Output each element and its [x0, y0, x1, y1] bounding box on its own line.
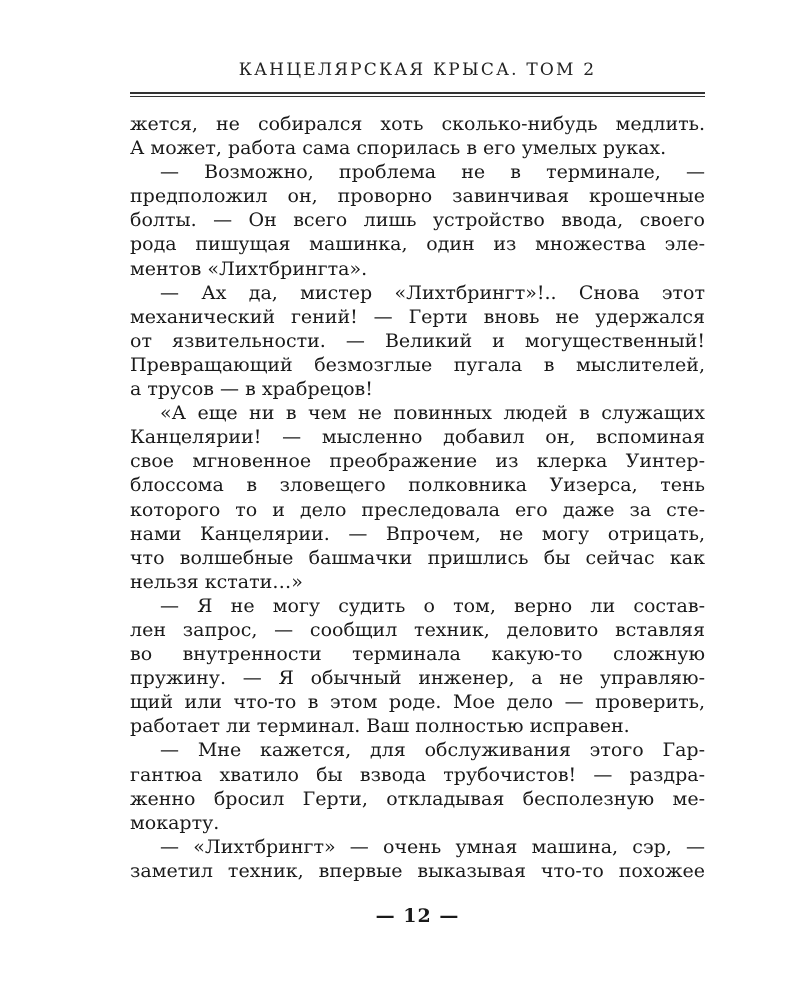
- text-line: болты. — Он всего лишь устройство ввода, своего: [130, 209, 705, 232]
- text-line: нельзя кстати…»: [130, 570, 303, 593]
- text-line: нами Канцелярии. — Впрочем, не могу отрицать,: [130, 522, 705, 545]
- text-line: Канцелярии! — мысленно добавил он, вспоминая: [130, 426, 705, 449]
- text-line: блоссома в зловещего полковника Уизерса, тень: [130, 474, 705, 497]
- text-line: жется, не собирался хоть сколько-нибудь медлить.: [130, 113, 705, 135]
- running-title: КАНЦЕЛЯРСКАЯ КРЫСА. ТОМ 2: [238, 60, 597, 80]
- text-line: во внутренности терминала какую-то сложную: [130, 643, 705, 666]
- text-line: механический гений! — Герти вновь не удержался: [130, 305, 705, 328]
- text-line: ментов «Лихтбрингта».: [130, 257, 368, 280]
- text-line: — Ах да, мистер «Лихтбрингт»!.. Снова этот: [160, 281, 705, 304]
- text-line: женно бросил Герти, откладывая бесполезную ме-: [130, 787, 705, 810]
- text-line: Превращающий безмозглые пугала в мыслителей,: [130, 353, 705, 376]
- text-line: лен запрос, — сообщил техник, деловито вставляя: [130, 618, 705, 641]
- text-line: — Возможно, проблема не в терминале, —: [160, 161, 705, 184]
- text-line: — «Лихтбрингт» — очень умная машина, сэр, —: [160, 835, 705, 858]
- text-line: пружину. — Я обычный инженер, а не управляю-: [130, 667, 705, 690]
- body-text: [130, 112, 705, 883]
- text-line: «А еще ни в чем не повинных людей в служащих: [160, 402, 705, 425]
- text-line: мокарту.: [130, 811, 220, 834]
- text-line: — Мне кажется, для обслуживания этого Гар-: [160, 739, 705, 762]
- text-line: заметил техник, впервые выказывая что-то похожее: [130, 859, 705, 882]
- text-line: работает ли терминал. Ваш полностью исправен.: [130, 715, 630, 738]
- header-rule: [130, 92, 705, 97]
- text-line: предположил он, проворно завинчивая крошечные: [130, 185, 705, 208]
- text-line: которого то и дело преследовала его даже за сте-: [130, 498, 705, 521]
- text-line: свое мгновенное преображение из клерка Уинтер-: [130, 450, 705, 473]
- text-line: — Я не могу судить о том, верно ли состав-: [160, 594, 705, 617]
- text-line: щий или что-то в этом роде. Мое дело — проверить,: [130, 691, 705, 714]
- text-line: гантюа хватило бы взвода трубочистов! — раздра-: [130, 763, 705, 786]
- text-line: от язвительности. — Великий и могущественный!: [130, 329, 705, 352]
- text-line: А может, работа сама спорилась в его умелых руках.: [130, 137, 667, 160]
- text-line: что волшебные башмачки пришлись бы сейчас как: [130, 546, 705, 569]
- text-line: а трусов — в храбрецов!: [130, 378, 373, 401]
- text-line: рода пишущая машинка, один из множества эле-: [130, 233, 705, 256]
- page-number: — 12 —: [375, 905, 460, 927]
